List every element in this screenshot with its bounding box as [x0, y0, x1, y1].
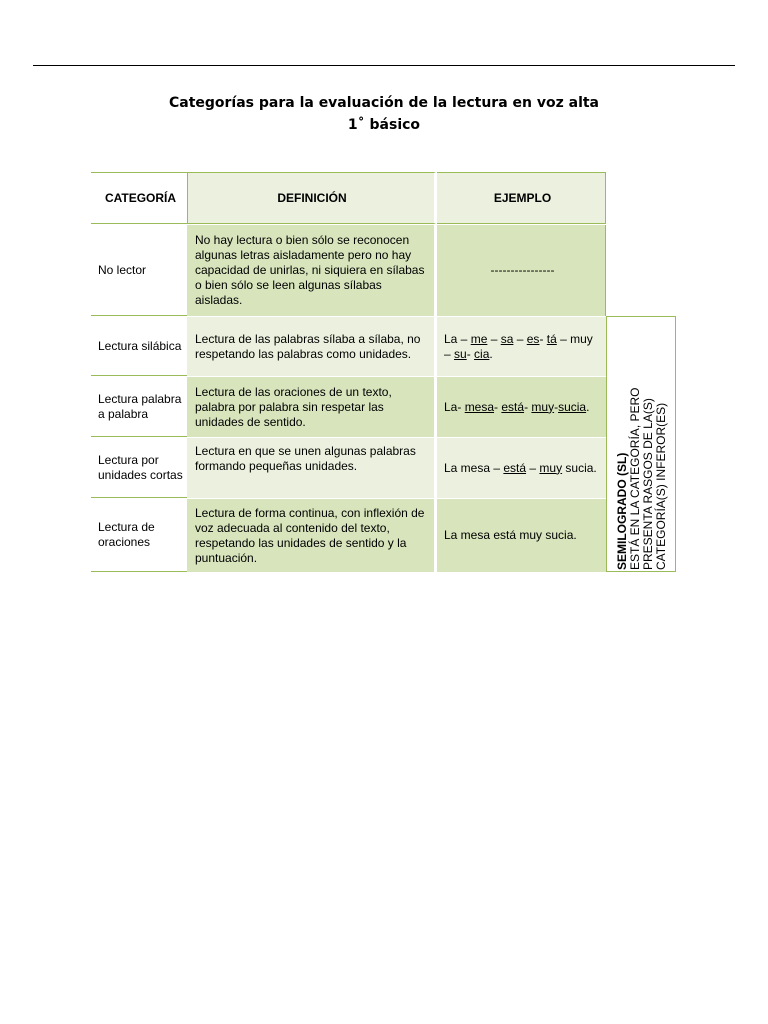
row-definicion: No hay lectura o bien sólo se reconocen algunas letras aisladamente pero no hay capacidad de unirlas, ni siquiera en sílabas o bien sólo se leen algunas sílabas aisladas.: [187, 225, 436, 316]
ej-part: .: [489, 346, 493, 361]
ej-underlined: muy: [539, 460, 563, 475]
row-definicion: Lectura de las oraciones de un texto, palabra por palabra sin respetar las unidades de sentido.: [187, 377, 436, 437]
semilogrado-line-1: ESTÁ EN LA CATEGORÍA, PERO: [628, 387, 642, 570]
header-definicion: DEFINICIÓN: [187, 172, 436, 224]
semilogrado-note: [606, 316, 676, 572]
semilogrado-text: [616, 320, 668, 570]
ej-underlined: sa: [500, 331, 514, 346]
header-ejemplo: EJEMPLO: [437, 172, 606, 224]
ej-part: – muy –: [444, 331, 593, 361]
row-definicion: Lectura de forma continua, con inflexión de voz adecuada al contenido del texto, respetando las unidades de sentido y la puntuación.: [187, 499, 436, 572]
ej-part: sucia.: [562, 460, 597, 475]
ej-underlined: tá: [546, 331, 557, 346]
semilogrado-heading: SEMILOGRADO (SL): [615, 452, 629, 570]
row-categoria: Lectura por unidades cortas: [91, 438, 187, 498]
table-header-row: [91, 172, 606, 224]
semilogrado-line-3: CATEGORÍA(S) INFEROR(ES): [654, 402, 668, 570]
ej-underlined: su: [454, 346, 467, 361]
title-line-1: Categorías para la evaluación de la lectura en voz alta: [168, 95, 600, 111]
ej-part: La –: [444, 331, 471, 346]
row-ejemplo: [437, 438, 606, 498]
ejemplo-text: [444, 332, 602, 362]
row-definicion: Lectura de las palabras sílaba a sílaba, no respetando las palabras como unidades.: [187, 317, 436, 376]
ej-part: -: [466, 346, 475, 361]
ej-underlined: está: [501, 399, 525, 414]
row-categoria: Lectura de oraciones: [91, 499, 187, 572]
ejemplo-text: [444, 461, 597, 476]
row-ejemplo: [437, 317, 606, 376]
ej-part: -: [524, 399, 532, 414]
ej-underlined: sucia: [558, 399, 587, 414]
ej-underlined: está: [503, 460, 527, 475]
header-categoria: CATEGORÍA: [91, 172, 187, 224]
top-rule: [33, 65, 735, 66]
row-ejemplo: La mesa está muy sucia.: [437, 499, 606, 572]
ej-underlined: mesa: [464, 399, 495, 414]
ej-underlined: me: [470, 331, 488, 346]
ej-part: -: [494, 399, 502, 414]
row-ejemplo: [437, 377, 606, 437]
row-ejemplo: ----------------: [437, 225, 606, 316]
row-categoria: Lectura palabra a palabra: [91, 377, 187, 437]
ej-part: –: [526, 460, 540, 475]
ej-part: -: [539, 331, 547, 346]
ej-underlined: es: [526, 331, 540, 346]
row-definicion: Lectura en que se unen algunas palabras formando pequeñas unidades.: [187, 438, 436, 498]
ej-part: -: [554, 399, 559, 414]
row-categoria: Lectura silábica: [91, 317, 187, 376]
page-title: [0, 92, 768, 136]
ej-part: –: [513, 331, 527, 346]
ej-part: .: [586, 399, 590, 414]
title-line-2: 1˚ básico: [347, 117, 421, 133]
ej-underlined: cia: [474, 346, 490, 361]
ej-underlined: muy: [531, 399, 555, 414]
semilogrado-line-2: PRESENTA RASGOS DE LA(S): [641, 398, 655, 570]
ej-part: La mesa –: [444, 460, 504, 475]
ejemplo-text: [444, 400, 589, 415]
ej-part: –: [487, 331, 501, 346]
row-categoria: No lector: [91, 225, 187, 316]
ej-part: La-: [444, 399, 465, 414]
